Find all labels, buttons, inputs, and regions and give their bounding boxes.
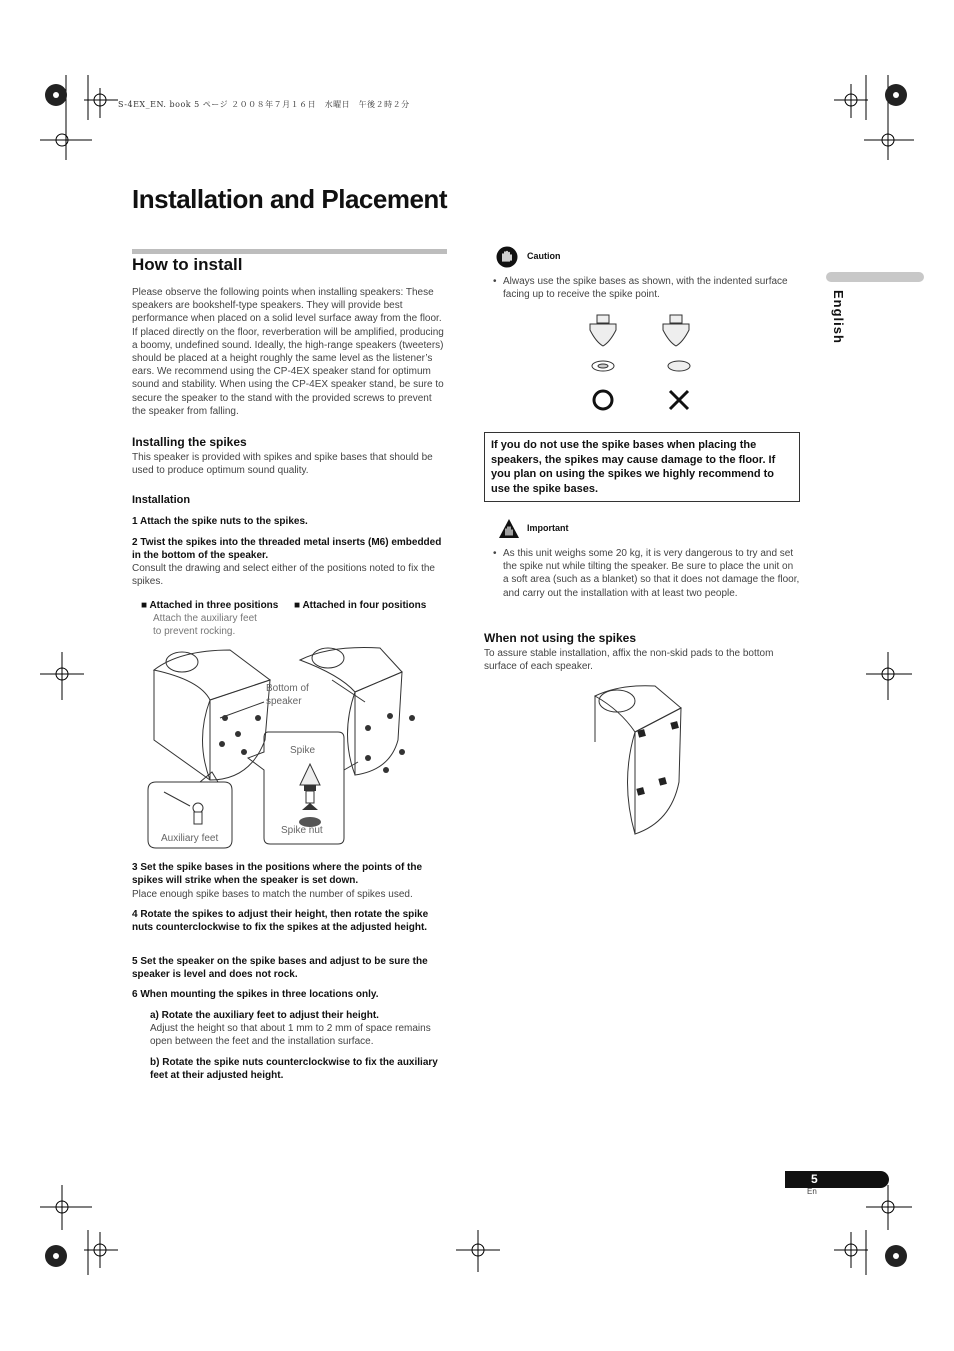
installation-heading: Installation [132,494,191,506]
non-skid-pads-figure [575,682,690,842]
spike-label: Spike [290,745,316,756]
legend-three-positions: ■ Attached in three positions [141,600,279,611]
step-6: 6 When mounting the spikes in three locations only. [132,989,379,1000]
installing-spikes-body: This speaker is provided with spikes and spike bases that should be used to produce optimum sound quality. [132,452,433,477]
step-6a: a) Rotate the auxiliary feet to adjust their height. [150,1010,379,1021]
language-code: En [807,1187,817,1196]
page-number: 5 [785,1171,889,1188]
bottom-of-speaker-label: Bottom of speaker [266,683,309,708]
step-2: 2 Twist the spikes into the threaded metal inserts (M6) embedded in the bottom of the speaker. [132,537,442,562]
no-spikes-heading: When not using the spikes [484,631,637,645]
step-4: 4 Rotate the spikes to adjust their height, then rotate the spike nuts counterclockwise to fix the spikes at the adjusted height. [132,909,429,934]
spike-nut-label: Spike nut [281,825,323,836]
section-title: How to install [132,255,243,274]
step-2-body: Consult the drawing and select either of the positions noted to fix the spikes. [132,563,435,588]
important-label: Important [527,523,569,533]
important-warning-icon [498,518,520,540]
language-tab-label: English [831,290,846,344]
caution-text: • Always use the spike bases as shown, with the indented surface facing up to receive the spike point. [503,275,800,301]
file-info-header: S-4EX_EN. book 5 ページ ２００８年７月１６日 水曜日 午後２時２分 [118,100,410,109]
no-spikes-body: To assure stable installation, affix the non-skid pads to the bottom surface of each speaker. [484,648,774,673]
step-3: 3 Set the spike bases in the positions where the points of the spikes will strike when the speaker is set down. [132,862,423,887]
aux-feet-note: Attach the auxiliary feet to prevent rocking. [153,613,257,638]
legend-four-positions: ■ Attached in four positions [294,600,427,611]
step-6a-body: Adjust the height so that about 1 mm to 2 mm of space remains open between the feet and the installation surface. [150,1023,431,1048]
spike-base-correct-incorrect-figure [580,310,710,415]
spike-base-warning: If you do not use the spike bases when placing the speakers, the spikes may cause damage to the floor. If you plan on using the spikes we highly recommend to use the spike bases. [484,432,800,502]
important-text: • As this unit weighs some 20 kg, it is very dangerous to try and set the spike nut while tilting the speaker. Be sure to place the unit on a soft area (such as a blanket) so that it does not damage the floor, and carry out the installation with at least two people. [503,547,800,600]
aux-feet-label: Auxiliary feet [161,833,219,844]
step-3-body: Place enough spike bases to match the number of spikes used. [132,889,413,900]
step-5: 5 Set the speaker on the spike bases and adjust to be sure the speaker is level and does not rock. [132,956,428,981]
caution-label: Caution [527,251,561,261]
section-divider [132,249,447,254]
page-title: Installation and Placement [132,184,447,214]
step-1: 1 Attach the spike nuts to the spikes. [132,516,308,527]
step-6b: b) Rotate the spike nuts counterclockwise to fix the auxiliary feet at their adjusted height. [150,1057,438,1082]
caution-hand-icon [496,246,518,268]
language-tab-bar [826,272,924,282]
intro-paragraph: Please observe the following points when installing speakers: These speakers are bookshelf-type speakers. They will provide best performance when placed on a solid level surface away from the floor. If placed directly on the floor, reverberation will be amplified, producing a boomy, undefined sound. Ideally, the high-range speakers (tweeters) should be placed at a height roughly the same level as the listener’s ears. We recommend using the CP-4EX speaker stand for optimum sound and stability. When using the CP-4EX speaker stand, be sure to secure the speaker to the stand with the provided screws to prevent the speaker from falling. [132,287,444,417]
installing-spikes-heading: Installing the spikes [132,435,247,449]
